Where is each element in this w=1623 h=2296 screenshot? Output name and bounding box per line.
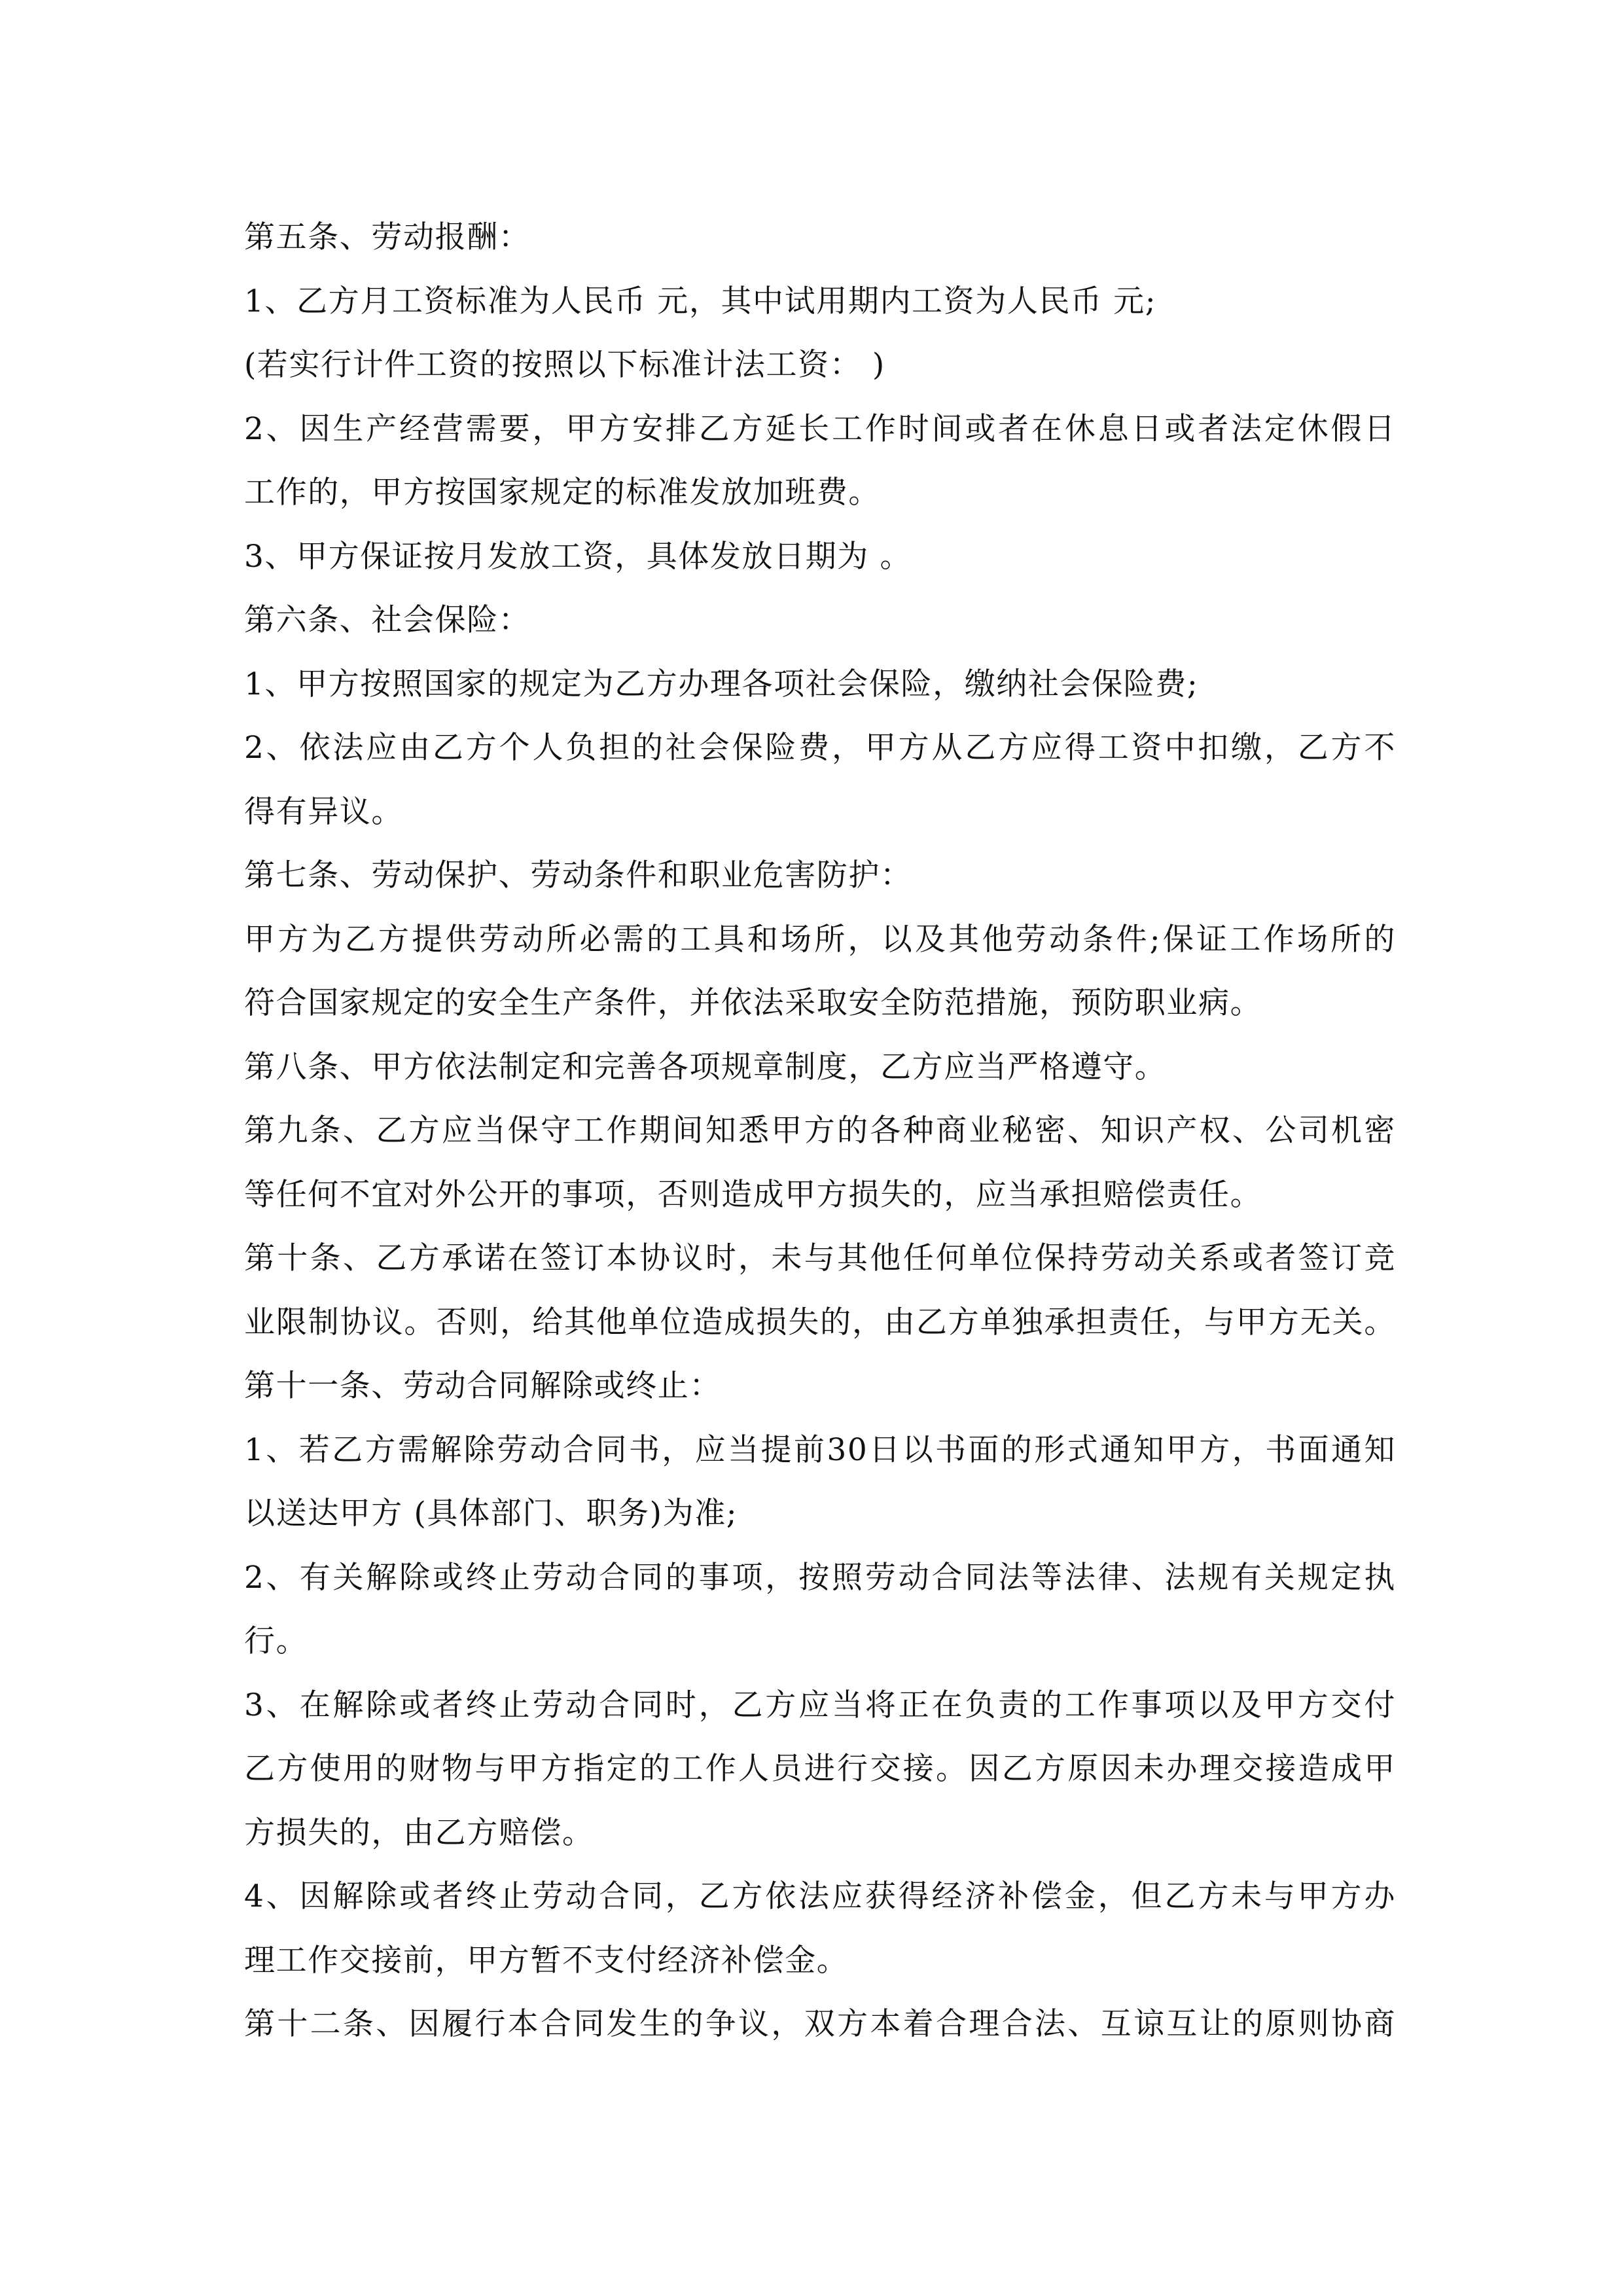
text-line: (若实行计件工资的按照以下标准计法工资： ) xyxy=(244,347,885,383)
text-line: 3、甲方保证按月发放工资，具体发放日期为 。 xyxy=(244,538,912,575)
text-line: 2、有关解除或终止劳动合同的事项，按照劳动合同法等法律、法规有关规定执 xyxy=(244,1559,1396,1596)
text-line: 4、因解除或者终止劳动合同，乙方依法应获得经济补偿金，但乙方未与甲方办 xyxy=(244,1878,1396,1914)
text-line: 理工作交接前，甲方暂不支付经济补偿金。 xyxy=(244,1942,849,1979)
text-line: 得有异议。 xyxy=(244,793,403,830)
text-line: 第七条、劳动保护、劳动条件和职业危害防护： xyxy=(244,857,912,893)
text-line: 以送达甲方 (具体部门、职务)为准; xyxy=(244,1496,738,1532)
text-line: 业限制协议。否则，给其他单位造成损失的，由乙方单独承担责任，与甲方无关。 xyxy=(244,1304,1396,1340)
text-line: 工作的，甲方按国家规定的标准发放加班费。 xyxy=(244,475,880,511)
text-line: 第五条、劳动报酬： xyxy=(244,219,531,255)
contract-body-text xyxy=(244,206,1396,2056)
text-line: 符合国家规定的安全生产条件，并依法采取安全防范措施，预防职业病。 xyxy=(244,985,1262,1021)
text-line: 第十条、乙方承诺在签订本协议时，未与其他任何单位保持劳动关系或者签订竞 xyxy=(244,1240,1396,1276)
text-line: 1、乙方月工资标准为人民币 元，其中试用期内工资为人民币 元; xyxy=(244,283,1157,319)
text-line: 第九条、乙方应当保守工作期间知悉甲方的各种商业秘密、知识产权、公司机密 xyxy=(244,1113,1396,1149)
text-line: 第八条、甲方依法制定和完善各项规章制度，乙方应当严格遵守。 xyxy=(244,1049,1167,1085)
text-line: 1、若乙方需解除劳动合同书，应当提前30日以书面的形式通知甲方，书面通知 xyxy=(244,1431,1396,1468)
text-line: 甲方为乙方提供劳动所必需的工具和场所，以及其他劳动条件;保证工作场所的 xyxy=(244,921,1396,958)
text-line: 乙方使用的财物与甲方指定的工作人员进行交接。因乙方原因未办理交接造成甲 xyxy=(244,1751,1396,1787)
text-line: 第十二条、因履行本合同发生的争议，双方本着合理合法、互谅互让的原则协商 xyxy=(244,2006,1396,2042)
text-line: 方损失的，由乙方赔偿。 xyxy=(244,1814,594,1851)
text-line: 行。 xyxy=(244,1623,308,1659)
text-line: 第六条、社会保险： xyxy=(244,602,531,638)
text-line: 1、甲方按照国家的规定为乙方办理各项社会保险，缴纳社会保险费; xyxy=(244,666,1199,702)
text-line: 第十一条、劳动合同解除或终止： xyxy=(244,1368,721,1404)
text-line: 3、在解除或者终止劳动合同时，乙方应当将正在负责的工作事项以及甲方交付 xyxy=(244,1687,1396,1723)
text-line: 等任何不宜对外公开的事项，否则造成甲方损失的，应当承担赔偿责任。 xyxy=(244,1176,1262,1213)
text-line: 2、因生产经营需要，甲方安排乙方延长工作时间或者在休息日或者法定休假日 xyxy=(244,410,1396,447)
text-line: 2、依法应由乙方个人负担的社会保险费，甲方从乙方应得工资中扣缴，乙方不 xyxy=(244,730,1396,766)
